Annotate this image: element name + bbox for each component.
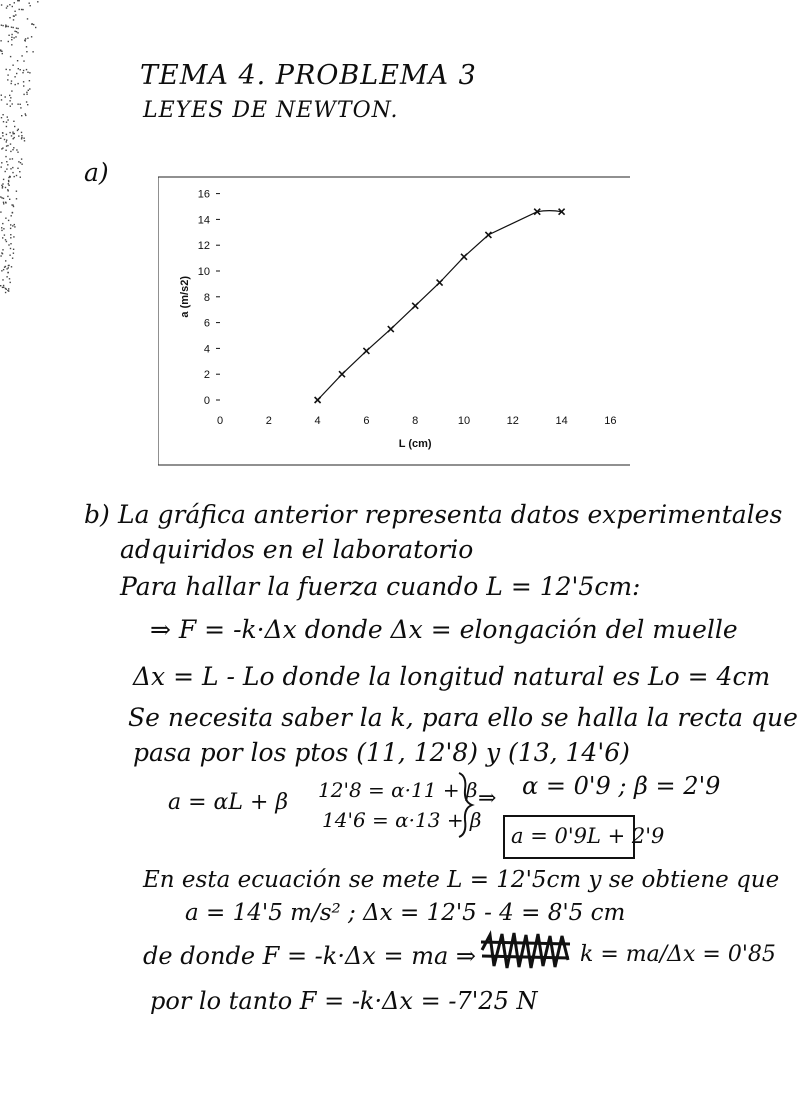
chart-svg [158, 175, 630, 467]
system-eq-2: 14'6 = α·13 + β [322, 808, 482, 832]
x-tick-label: 12 [506, 415, 519, 427]
series-line [318, 211, 562, 400]
crossed-out-scribble [480, 930, 572, 972]
data-point [315, 397, 321, 403]
text-line-4: ⇒ F = -k·Δx donde Δx = elongación del muelle [150, 615, 738, 644]
x-tick-label: 0 [216, 415, 224, 427]
y-tick-label: 14 [197, 214, 210, 227]
data-point [485, 232, 491, 238]
chart [158, 175, 630, 467]
y-tick-label: 12 [197, 240, 210, 253]
x-tick-label: 6 [363, 415, 370, 427]
part-a-label: a) [84, 158, 109, 187]
y-tick-label: 6 [203, 317, 210, 330]
y-tick-label: 4 [203, 343, 210, 356]
part-b-label: b) [84, 500, 110, 529]
lower-line-3: de donde F = -k·Δx = ma ⇒ [143, 942, 476, 970]
text-line-6: Se necesita saber la k, para ello se halla la recta que [128, 703, 798, 732]
k-result: k = ma/Δx = 0'85 [580, 942, 776, 967]
text-line-3: Para hallar la fuerza cuando L = 12'5cm: [120, 572, 641, 601]
text-line-5: Δx = L - Lo donde la longitud natural es Lo = 4cm [133, 662, 771, 691]
data-point [363, 348, 369, 354]
y-tick-label: 10 [197, 266, 210, 278]
boxed-equation: a = 0'9L + 2'9 [511, 824, 665, 848]
data-point [339, 371, 345, 377]
general-equation: a = αL + β [168, 790, 289, 815]
problem-subtitle: LEYES DE NEWTON. [143, 98, 399, 123]
y-axis-label: a (m/s2) [179, 276, 191, 318]
lower-line-5: por lo tanto F = -k·Δx = -7'25 N [150, 987, 538, 1015]
text-line-2: adquiridos en el laboratorio [120, 535, 474, 564]
x-axis-label: L (cm) [398, 438, 432, 450]
text-line-1: La gráfica anterior representa datos experimentales [118, 500, 783, 529]
problem-title: TEMA 4. PROBLEMA 3 [140, 60, 477, 91]
system-brace [455, 770, 477, 840]
implies-arrow: ⇒ [478, 786, 497, 811]
x-tick-label: 10 [457, 415, 471, 427]
alpha-beta-result: α = 0'9 ; β = 2'9 [522, 772, 721, 800]
x-tick-label: 4 [314, 415, 321, 427]
data-point [437, 280, 443, 286]
y-tick-label: 8 [203, 291, 210, 304]
boxed-result [503, 815, 665, 859]
y-tick-label: 2 [203, 369, 210, 382]
data-point [461, 254, 467, 260]
data-point [388, 326, 394, 332]
lower-line-2: a = 14'5 m/s² ; Δx = 12'5 - 4 = 8'5 cm [185, 900, 626, 926]
lower-line-1: En esta ecuación se mete L = 12'5cm y se obtiene que [143, 867, 780, 893]
scan-speckle [0, 0, 40, 1100]
y-tick-label: 16 [197, 188, 210, 201]
y-tick-label: 0 [203, 395, 210, 407]
text-line-7: pasa por los ptos (11, 12'8) y (13, 14'6) [133, 738, 630, 767]
x-tick-label: 8 [412, 415, 419, 427]
x-tick-label: 2 [265, 415, 272, 427]
data-point [412, 303, 418, 309]
system-eq-1: 12'8 = α·11 + β [318, 778, 478, 802]
x-tick-label: 14 [555, 415, 568, 427]
x-tick-label: 16 [604, 415, 617, 427]
